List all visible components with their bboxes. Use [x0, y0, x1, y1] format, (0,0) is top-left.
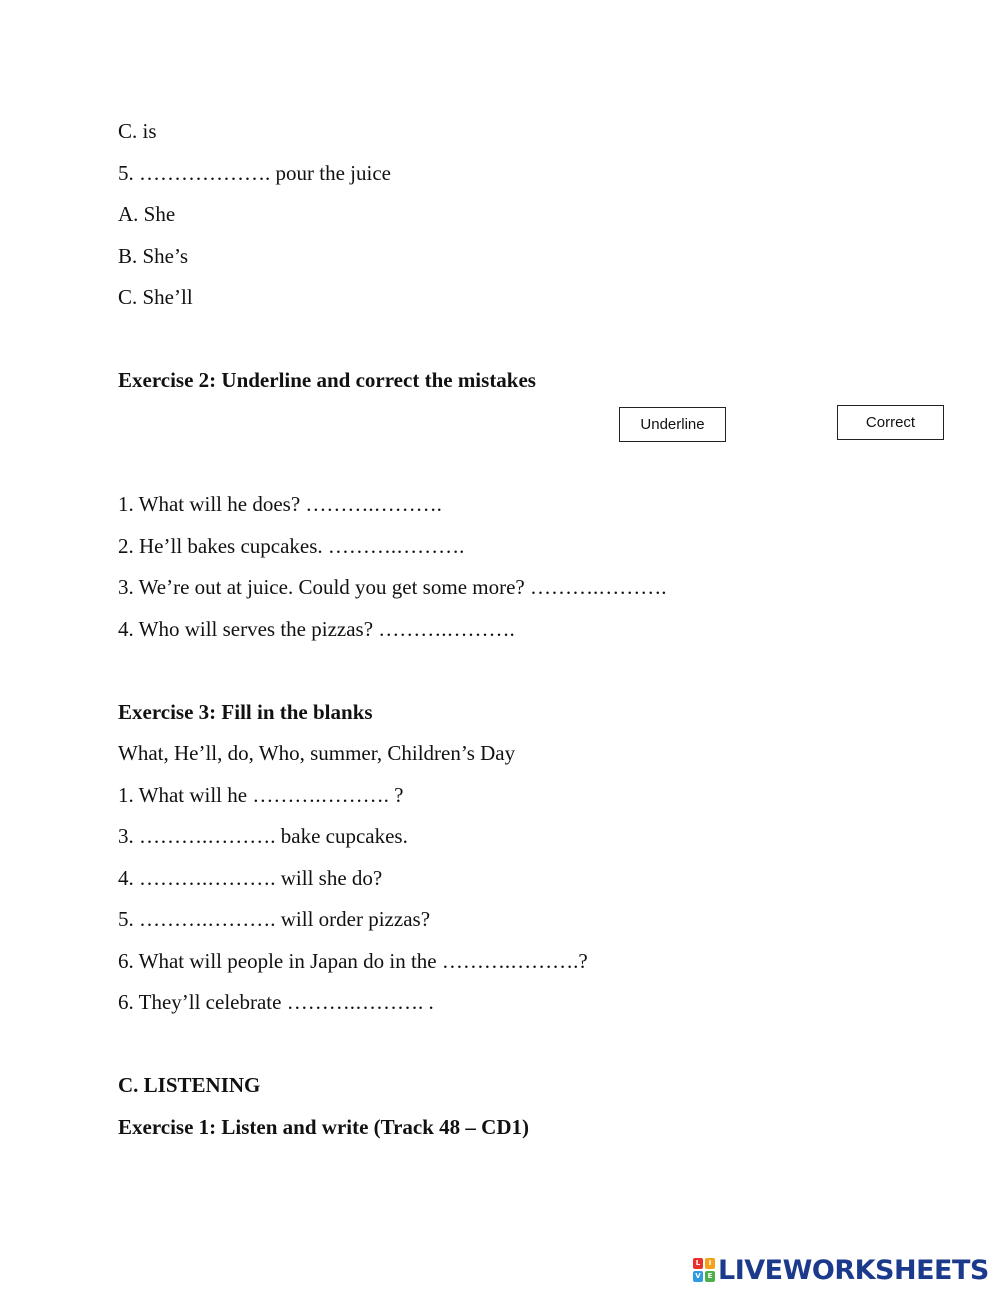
logo-mark-v: V: [693, 1271, 703, 1282]
ex3-item-4: 4. ……….………. will she do?: [118, 866, 383, 890]
ex2-item-2: 2. He’ll bakes cupcakes. ……….……….: [118, 534, 465, 558]
exercise-3-heading: Exercise 3: Fill in the blanks: [118, 700, 373, 724]
option-c-is: C. is: [118, 119, 157, 143]
ex3-item-5: 5. ……….………. will order pizzas?: [118, 907, 431, 931]
liveworksheets-logo-text: LIVEWORKSHEETS: [718, 1254, 989, 1286]
ex2-item-1: 1. What will he does? ……….……….: [118, 492, 442, 516]
listening-exercise-1-heading: Exercise 1: Listen and write (Track 48 – CD1): [118, 1115, 529, 1139]
liveworksheets-logo: [693, 1252, 989, 1288]
word-bank: What, He’ll, do, Who, summer, Children’s Day: [118, 741, 516, 765]
liveworksheets-logo-icon: [693, 1258, 715, 1282]
ex3-item-6b: 6. They’ll celebrate ……….………. .: [118, 990, 434, 1014]
logo-mark-i: I: [705, 1258, 715, 1269]
option-b-shes: B. She’s: [118, 244, 189, 268]
underline-label-box: Underline: [619, 407, 726, 442]
logo-mark-l: L: [693, 1258, 703, 1269]
question-5: 5. ………………. pour the juice: [118, 161, 391, 185]
ex3-item-6a: 6. What will people in Japan do in the ……….……….?: [118, 949, 588, 973]
listening-heading: C. LISTENING: [118, 1073, 261, 1097]
ex2-item-4: 4. Who will serves the pizzas? ……….……….: [118, 617, 515, 641]
exercise-2-heading: Exercise 2: Underline and correct the mistakes: [118, 368, 536, 392]
ex3-item-3: 3. ……….………. bake cupcakes.: [118, 824, 408, 848]
option-a-she: A. She: [118, 202, 176, 226]
logo-mark-e: E: [705, 1271, 715, 1282]
ex2-item-3: 3. We’re out at juice. Could you get some more? ……….……….: [118, 575, 667, 599]
ex3-item-1: 1. What will he ……….………. ?: [118, 783, 404, 807]
option-c-shell: C. She’ll: [118, 285, 193, 309]
correct-label-box: Correct: [837, 405, 944, 440]
